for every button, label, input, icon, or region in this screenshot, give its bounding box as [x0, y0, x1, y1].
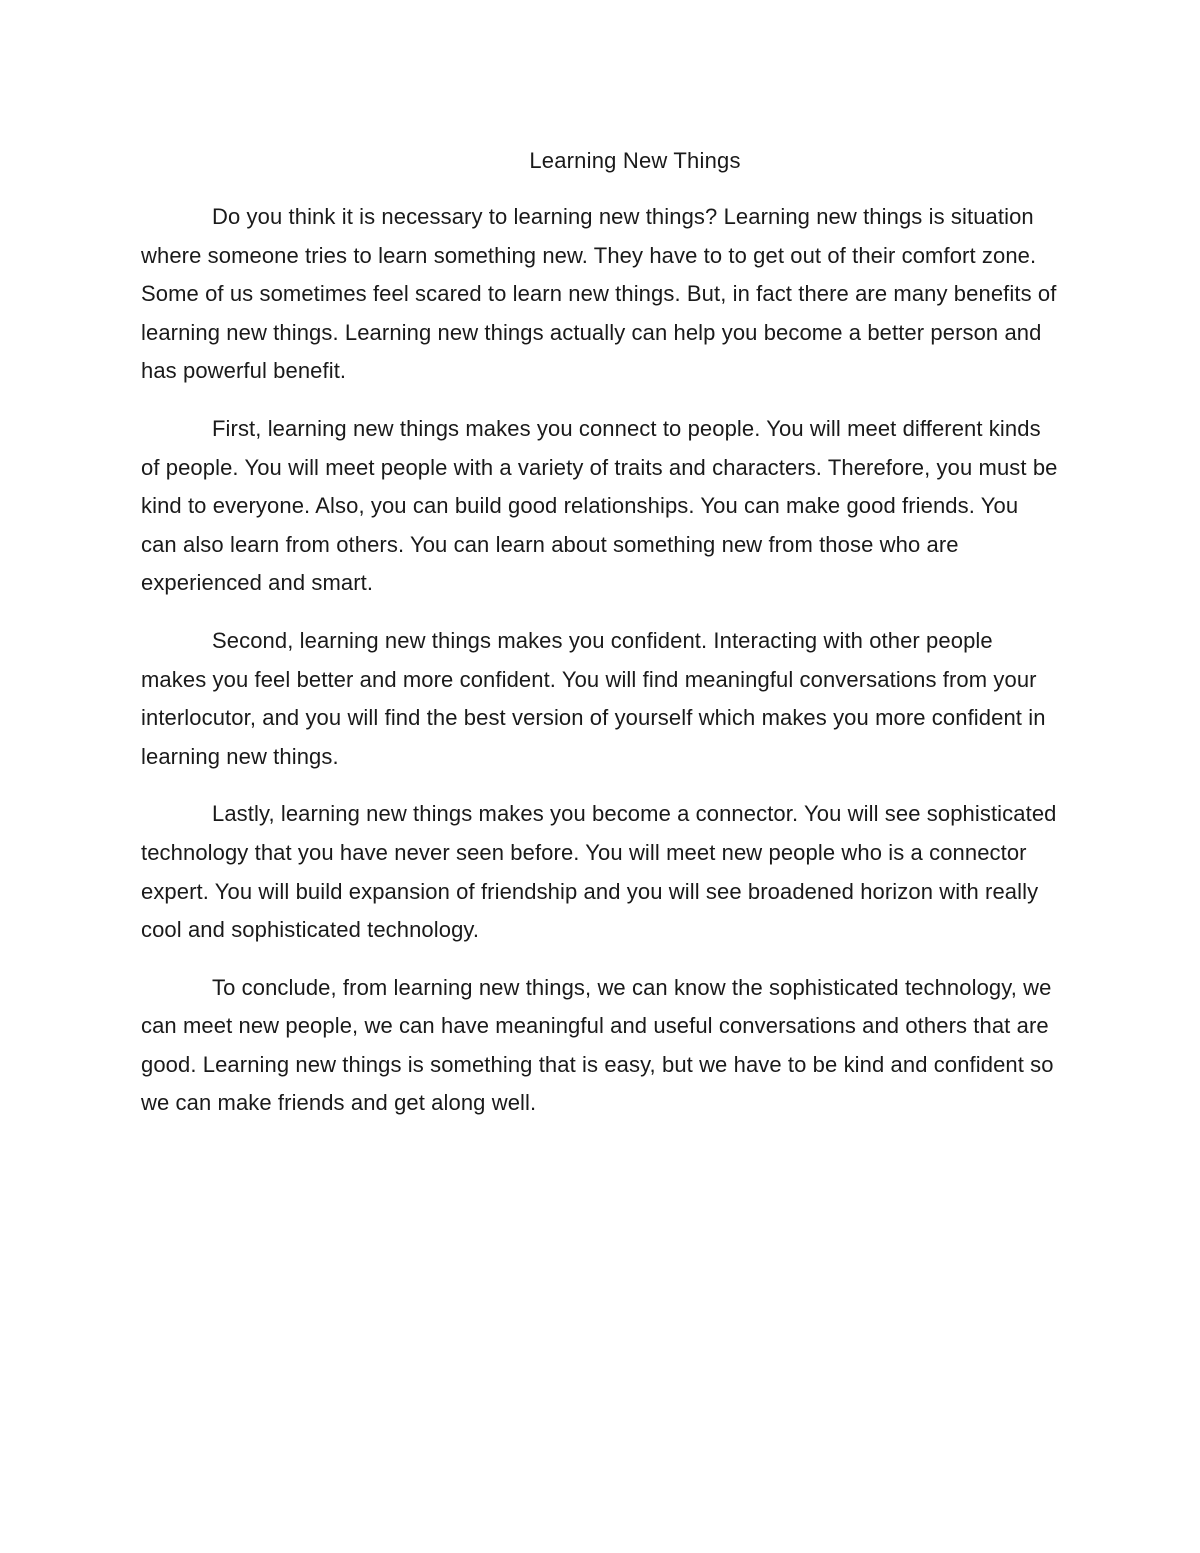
paragraph-introduction: Do you think it is necessary to learning new things? Learning new things is situation where someone tries to learn something new. They have to to get out of their comfort zone. Some of us sometimes feel scared to learn new things. But, in fact there are many benefits of learning new things. Learning new things actually can help you become a better person and has powerful benefit. [141, 204, 1057, 384]
paragraph-first-point: First, learning new things makes you connect to people. You will meet different kinds of people. You will meet people with a variety of traits and characters. Therefore, you must be kind to everyone. Also, you can build good relationships. You can make good friends. You can also learn from others. You can learn about something new from those who are experienced and smart. [141, 415, 1058, 596]
document-body [141, 198, 1059, 1142]
paragraph-third-point: Lastly, learning new things makes you become a connector. You will see sophisticated technology that you have never seen before. You will meet new people who is a connector expert. You will build expansion of friendship and you will see broadened horizon with really cool and sophisticated technology. [141, 801, 1057, 943]
paragraph-second-point: Second, learning new things makes you confident. Interacting with other people makes you feel better and more confident. You will find meaningful conversations from your interlocutor, and you will find the best version of yourself which makes you more confident in learning new things. [141, 627, 1046, 769]
paragraph-conclusion: To conclude, from learning new things, we can know the sophisticated technology, we can meet new people, we can have meaningful and useful conversations and others that are good. Learning new things is something that is easy, but we have to be kind and confident so we can make friends and get along well. [141, 974, 1054, 1116]
document-title: Learning New Things [529, 148, 741, 173]
